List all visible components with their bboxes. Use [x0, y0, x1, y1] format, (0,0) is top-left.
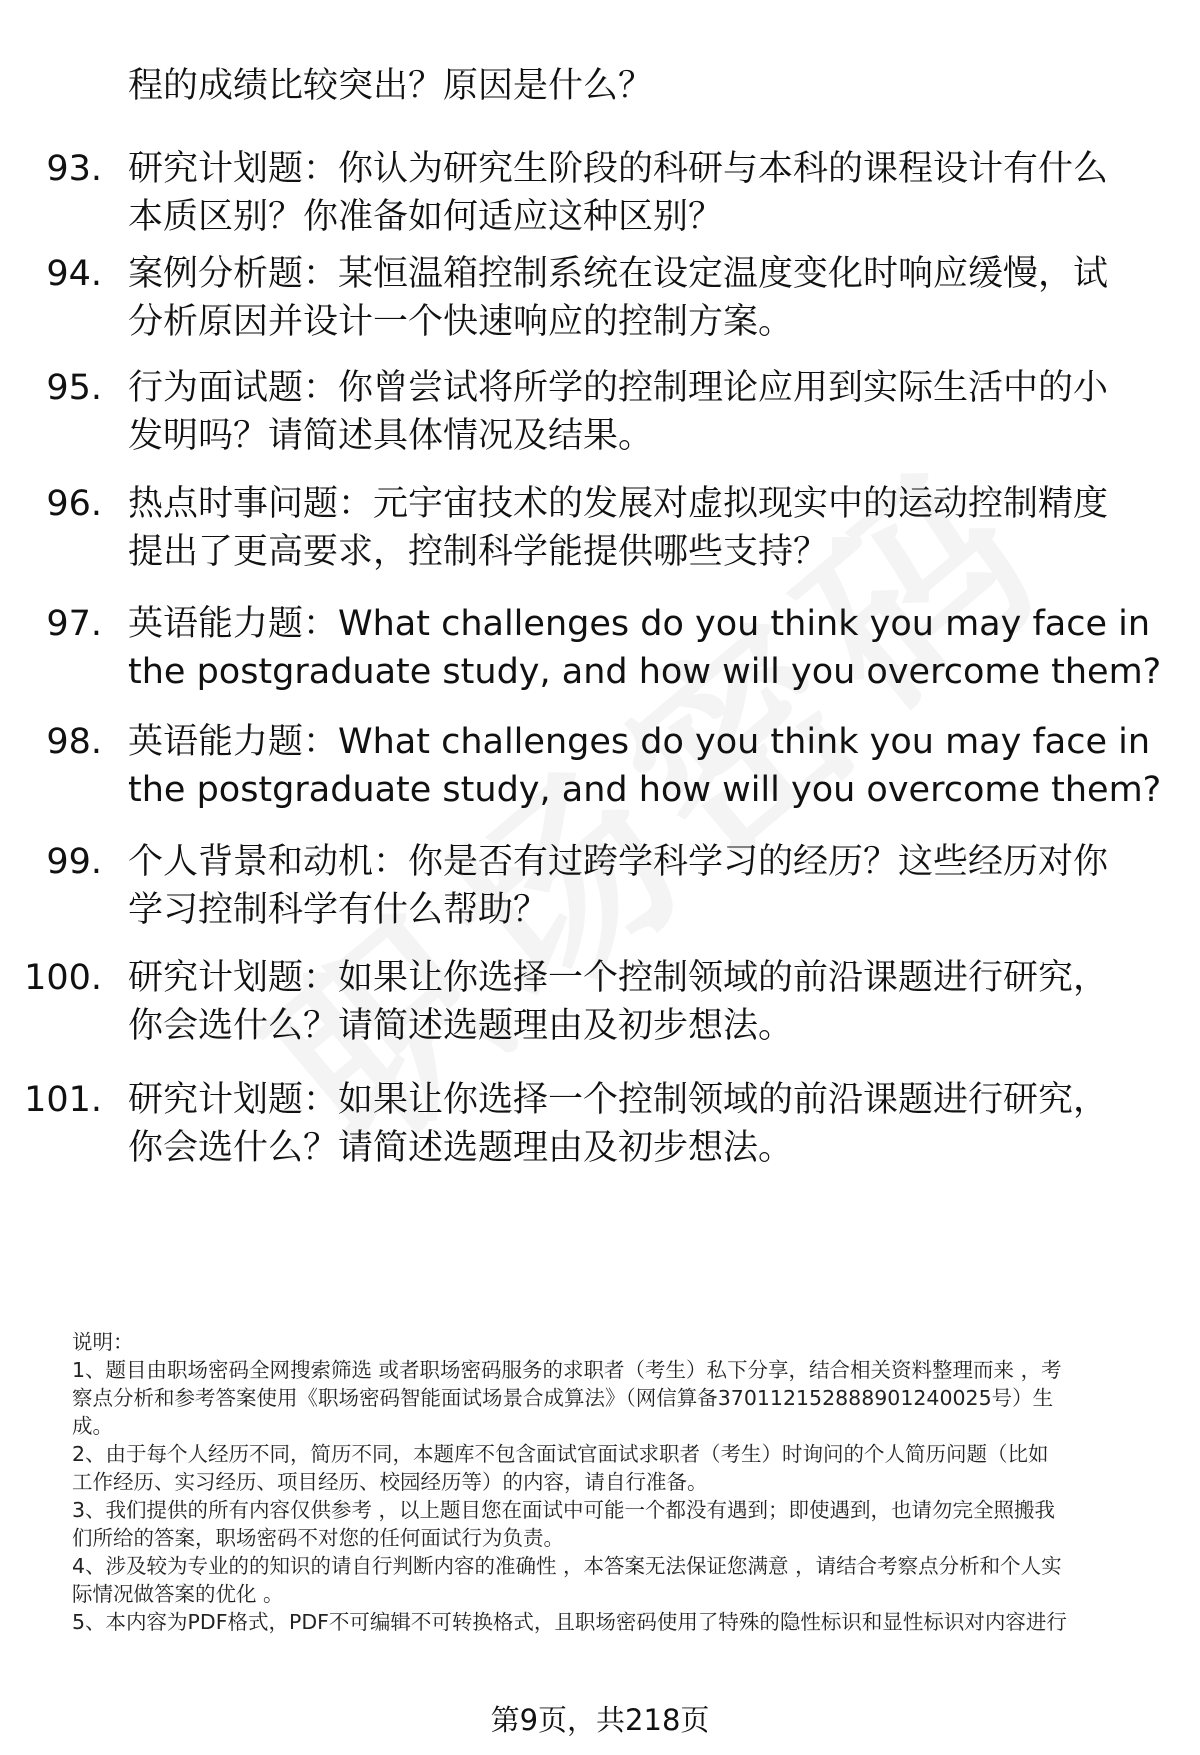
question-line: 你会选什么？请简述选题理由及初步想法。 [128, 1128, 794, 1168]
question-line: 学习控制科学有什么帮助？ [128, 890, 549, 930]
notes-line: 际情况做答案的优化 。 [72, 1582, 284, 1606]
question-text [128, 954, 1178, 1050]
notes-line: 5、本内容为PDF格式，PDF不可编辑不可转换格式，且职场密码使用了特殊的隐性标识和显性标识对内容进行 [72, 1610, 1067, 1634]
question-number: 100. [24, 958, 102, 998]
question-line: the postgraduate study, and how will you overcome them? [128, 770, 1162, 810]
notes-line: 察点分析和参考答案使用《职场密码智能面试场景合成算法》（网信算备370112152888901240025号）生 [72, 1386, 1054, 1410]
notes-line: 工作经历、实习经历、项目经历、校园经历等）的内容，请自行准备。 [72, 1470, 708, 1494]
question-line: 本质区别？你准备如何适应这种区别？ [128, 197, 724, 237]
question-line: 程的成绩比较突出？原因是什么？ [128, 66, 654, 106]
notes-line: 2、由于每个人经历不同，简历不同，本题库不包含面试官面试求职者（考生）时询问的个人简历问题（比如 [72, 1442, 1049, 1466]
question-line: 行为面试题：你曾尝试将所学的控制理论应用到实际生活中的小 [128, 368, 1109, 408]
question-line: 英语能力题：What challenges do you think you may face in [128, 604, 1151, 644]
notes-heading: 说明： [72, 1330, 134, 1354]
question-number: 94. [46, 254, 102, 294]
question-number: 101. [24, 1080, 102, 1120]
question-line: 分析原因并设计一个快速响应的控制方案。 [128, 302, 794, 342]
question-text [128, 1076, 1178, 1172]
question-text [128, 145, 1178, 241]
question-line: the postgraduate study, and how will you overcome them? [128, 652, 1162, 692]
question-text [128, 718, 1178, 814]
question-text [128, 364, 1178, 460]
question-number: 95. [46, 368, 102, 408]
question-line: 个人背景和动机：你是否有过跨学科学习的经历？这些经历对你 [128, 842, 1109, 882]
question-line: 研究计划题：如果让你选择一个控制领域的前沿课题进行研究， [128, 958, 1109, 998]
question-number: 99. [46, 842, 102, 882]
notes-line: 成。 [72, 1414, 113, 1438]
question-text [128, 600, 1178, 696]
question-line: 研究计划题：你认为研究生阶段的科研与本科的课程设计有什么 [128, 149, 1109, 189]
notes-line: 1、题目由职场密码全网搜索筛选 或者职场密码服务的求职者（考生）私下分享，结合相关资料整理而来 ，考 [72, 1358, 1062, 1382]
question-number: 97. [46, 604, 102, 644]
question-number: 93. [46, 149, 102, 189]
notes-line: 们所给的答案，职场密码不对您的任何面试行为负责。 [72, 1526, 564, 1550]
question-text [128, 838, 1178, 934]
notes-line: 3、我们提供的所有内容仅供参考 ，以上题目您在面试中可能一个都没有遇到；即使遇到，也请勿完全照搬我 [72, 1498, 1056, 1522]
question-number: 96. [46, 484, 102, 524]
question-line: 热点时事问题：元宇宙技术的发展对虚拟现实中的运动控制精度 [128, 484, 1109, 524]
question-line: 发明吗？请简述具体情况及结果。 [128, 416, 654, 456]
question-line: 英语能力题：What challenges do you think you may face in [128, 722, 1151, 762]
question-number: 98. [46, 722, 102, 762]
notes-line: 4、涉及较为专业的的知识的请自行判断内容的准确性 ，本答案无法保证您满意 ，请结合考察点分析和个人实 [72, 1554, 1062, 1578]
question-line: 案例分析题：某恒温箱控制系统在设定温度变化时响应缓慢，试 [128, 254, 1109, 294]
question-text [128, 62, 1178, 110]
question-line: 你会选什么？请简述选题理由及初步想法。 [128, 1006, 794, 1046]
notes-section [72, 1328, 1162, 1636]
question-text [128, 250, 1178, 346]
page-number: 第9页，共218页 [490, 1703, 710, 1737]
question-line: 提出了更高要求，控制科学能提供哪些支持？ [128, 532, 829, 572]
question-text [128, 480, 1178, 576]
question-line: 研究计划题：如果让你选择一个控制领域的前沿课题进行研究， [128, 1080, 1109, 1120]
